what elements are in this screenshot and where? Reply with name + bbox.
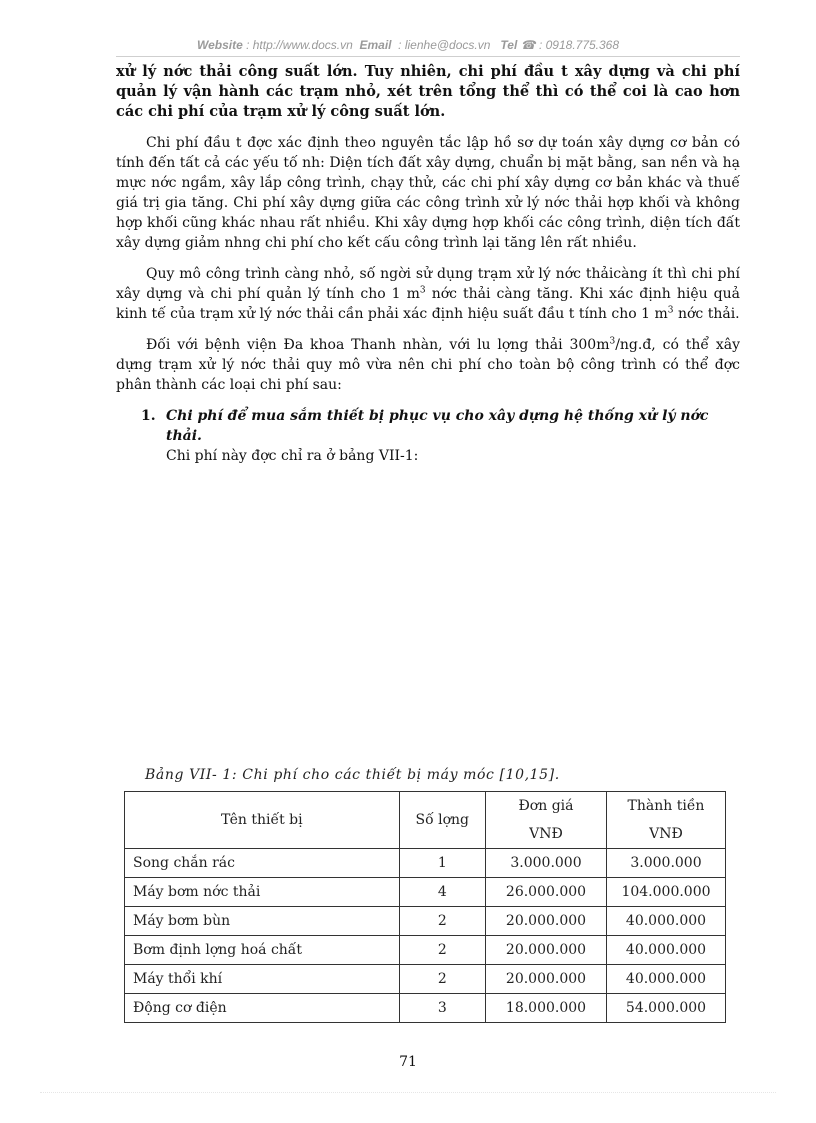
paragraph-scale: Quy mô công trình càng nhỏ, số ngời sử dụng trạm xử lý nớc thảicàng ít thì chi phí xây dựng và chi phí quản lý tính cho 1 $m^3$ nớc thải càng tăng. Khi xác định hiệu quả kinh tế của trạm xử lý nớc thải cần phải xác định hiệu suất đầu t tính cho 1 $m^3$ nớc thải. <box>116 266 740 322</box>
email-link[interactable]: : lienhe@docs.vn <box>398 38 491 52</box>
paragraph-investment-cost: Chi phí đầu t đợc xác định theo nguyên tắc lập hồ sơ dự toán xây dựng cơ bản có tính đến tất cả các yếu tố nh: Diện tích đất xây dựng, chuẩn bị mặt bằng, san nền và hạ mực nớc ngầm, xây lắp công trình, chạy thử, các chi phí xây dựng cơ bản khác và thuế giá trị gia tăng. Chi phí xây dựng giữa các công trình xử lý nớc thải hợp khối và không hợp khối cũng khác nhau rất nhiều. Khi xây dựng hợp khối các công trình, diện tích đất xây dựng giảm nhng chi phí cho kết cấu công trình lại tăng lên rất nhiều. <box>116 135 740 251</box>
table-header-row <box>125 792 726 849</box>
cell-total: 54.000.000 <box>607 994 726 1023</box>
cell-price: 26.000.000 <box>486 878 607 907</box>
table-caption: Bảng VII- 1: Chi phí cho các thiết bị máy móc [10,15]. <box>145 767 560 783</box>
superscript: 3 <box>667 305 674 316</box>
cell-qty: 1 <box>399 849 485 878</box>
cell-total: 40.000.000 <box>607 965 726 994</box>
list-number: 1. <box>141 408 156 424</box>
header-quantity: Số lợng <box>399 792 485 849</box>
cell-price: 3.000.000 <box>486 849 607 878</box>
footer-divider <box>40 1092 776 1093</box>
cell-qty: 2 <box>399 907 485 936</box>
cell-qty: 2 <box>399 965 485 994</box>
cell-price: 20.000.000 <box>486 907 607 936</box>
table-row <box>125 994 726 1023</box>
cell-total: 40.000.000 <box>607 907 726 936</box>
table-row <box>125 936 726 965</box>
table-row <box>125 965 726 994</box>
cell-price: 20.000.000 <box>486 936 607 965</box>
cell-name: Máy bơm nớc thải <box>125 878 400 907</box>
cell-price: 18.000.000 <box>486 994 607 1023</box>
document-body <box>116 62 740 466</box>
header-equipment-name: Tên thiết bị <box>125 792 400 849</box>
website-label: Website <box>196 38 243 52</box>
cell-qty: 3 <box>399 994 485 1023</box>
website-link[interactable]: : http://www.docs.vn <box>246 38 353 52</box>
cell-name: Máy bơm bùn <box>125 907 400 936</box>
cell-total: 104.000.000 <box>607 878 726 907</box>
cell-name: Song chắn rác <box>125 849 400 878</box>
list-title: Chi phí để mua sắm thiết bị phục vụ cho xây dựng hệ thống xử lý nớc thải. <box>166 408 709 444</box>
cell-total: 40.000.000 <box>607 936 726 965</box>
table-row <box>125 907 726 936</box>
superscript: 3 <box>419 285 426 296</box>
table-row <box>125 849 726 878</box>
table-row <box>125 878 726 907</box>
cell-name: Máy thổi khí <box>125 965 400 994</box>
page-header <box>0 38 816 52</box>
equipment-cost-table <box>124 791 726 1023</box>
cell-price: 20.000.000 <box>486 965 607 994</box>
superscript: 3 <box>609 336 616 347</box>
cell-qty: 4 <box>399 878 485 907</box>
list-item <box>116 406 740 466</box>
header-unit-price: Đơn giá VNĐ <box>486 792 607 849</box>
paragraph-hospital: Đối với bệnh viện Đa khoa Thanh nhàn, với lu lợng thải $300m^3/ng.đ$, có thể xây dựng trạm xử lý nớc thải quy mô vừa nên chi phí cho toàn bộ công trình có thể đợc phân thành các loại chi phí sau: <box>116 336 740 393</box>
tel-value: ☎ : 0918.775.368 <box>520 38 620 52</box>
cell-name: Bơm định lợng hoá chất <box>125 936 400 965</box>
cell-name: Động cơ điện <box>125 994 400 1023</box>
header-divider <box>116 56 740 57</box>
paragraph-intro: xử lý nớc thải công suất lớn. Tuy nhiên, chi phí đầu t xây dựng và chi phí quản lý vận hành các trạm nhỏ, xét trên tổng thể thì có thể coi là cao hơn các chi phí của trạm xử lý công suất lớn. <box>116 63 740 120</box>
page-number: 71 <box>399 1054 417 1070</box>
cell-total: 3.000.000 <box>607 849 726 878</box>
email-label: Email <box>359 38 392 52</box>
cell-qty: 2 <box>399 936 485 965</box>
header-total: Thành tiền VNĐ <box>607 792 726 849</box>
list-text: Chi phí này đợc chỉ ra ở bảng VII-1: <box>166 448 419 464</box>
tel-label: Tel <box>500 38 518 52</box>
